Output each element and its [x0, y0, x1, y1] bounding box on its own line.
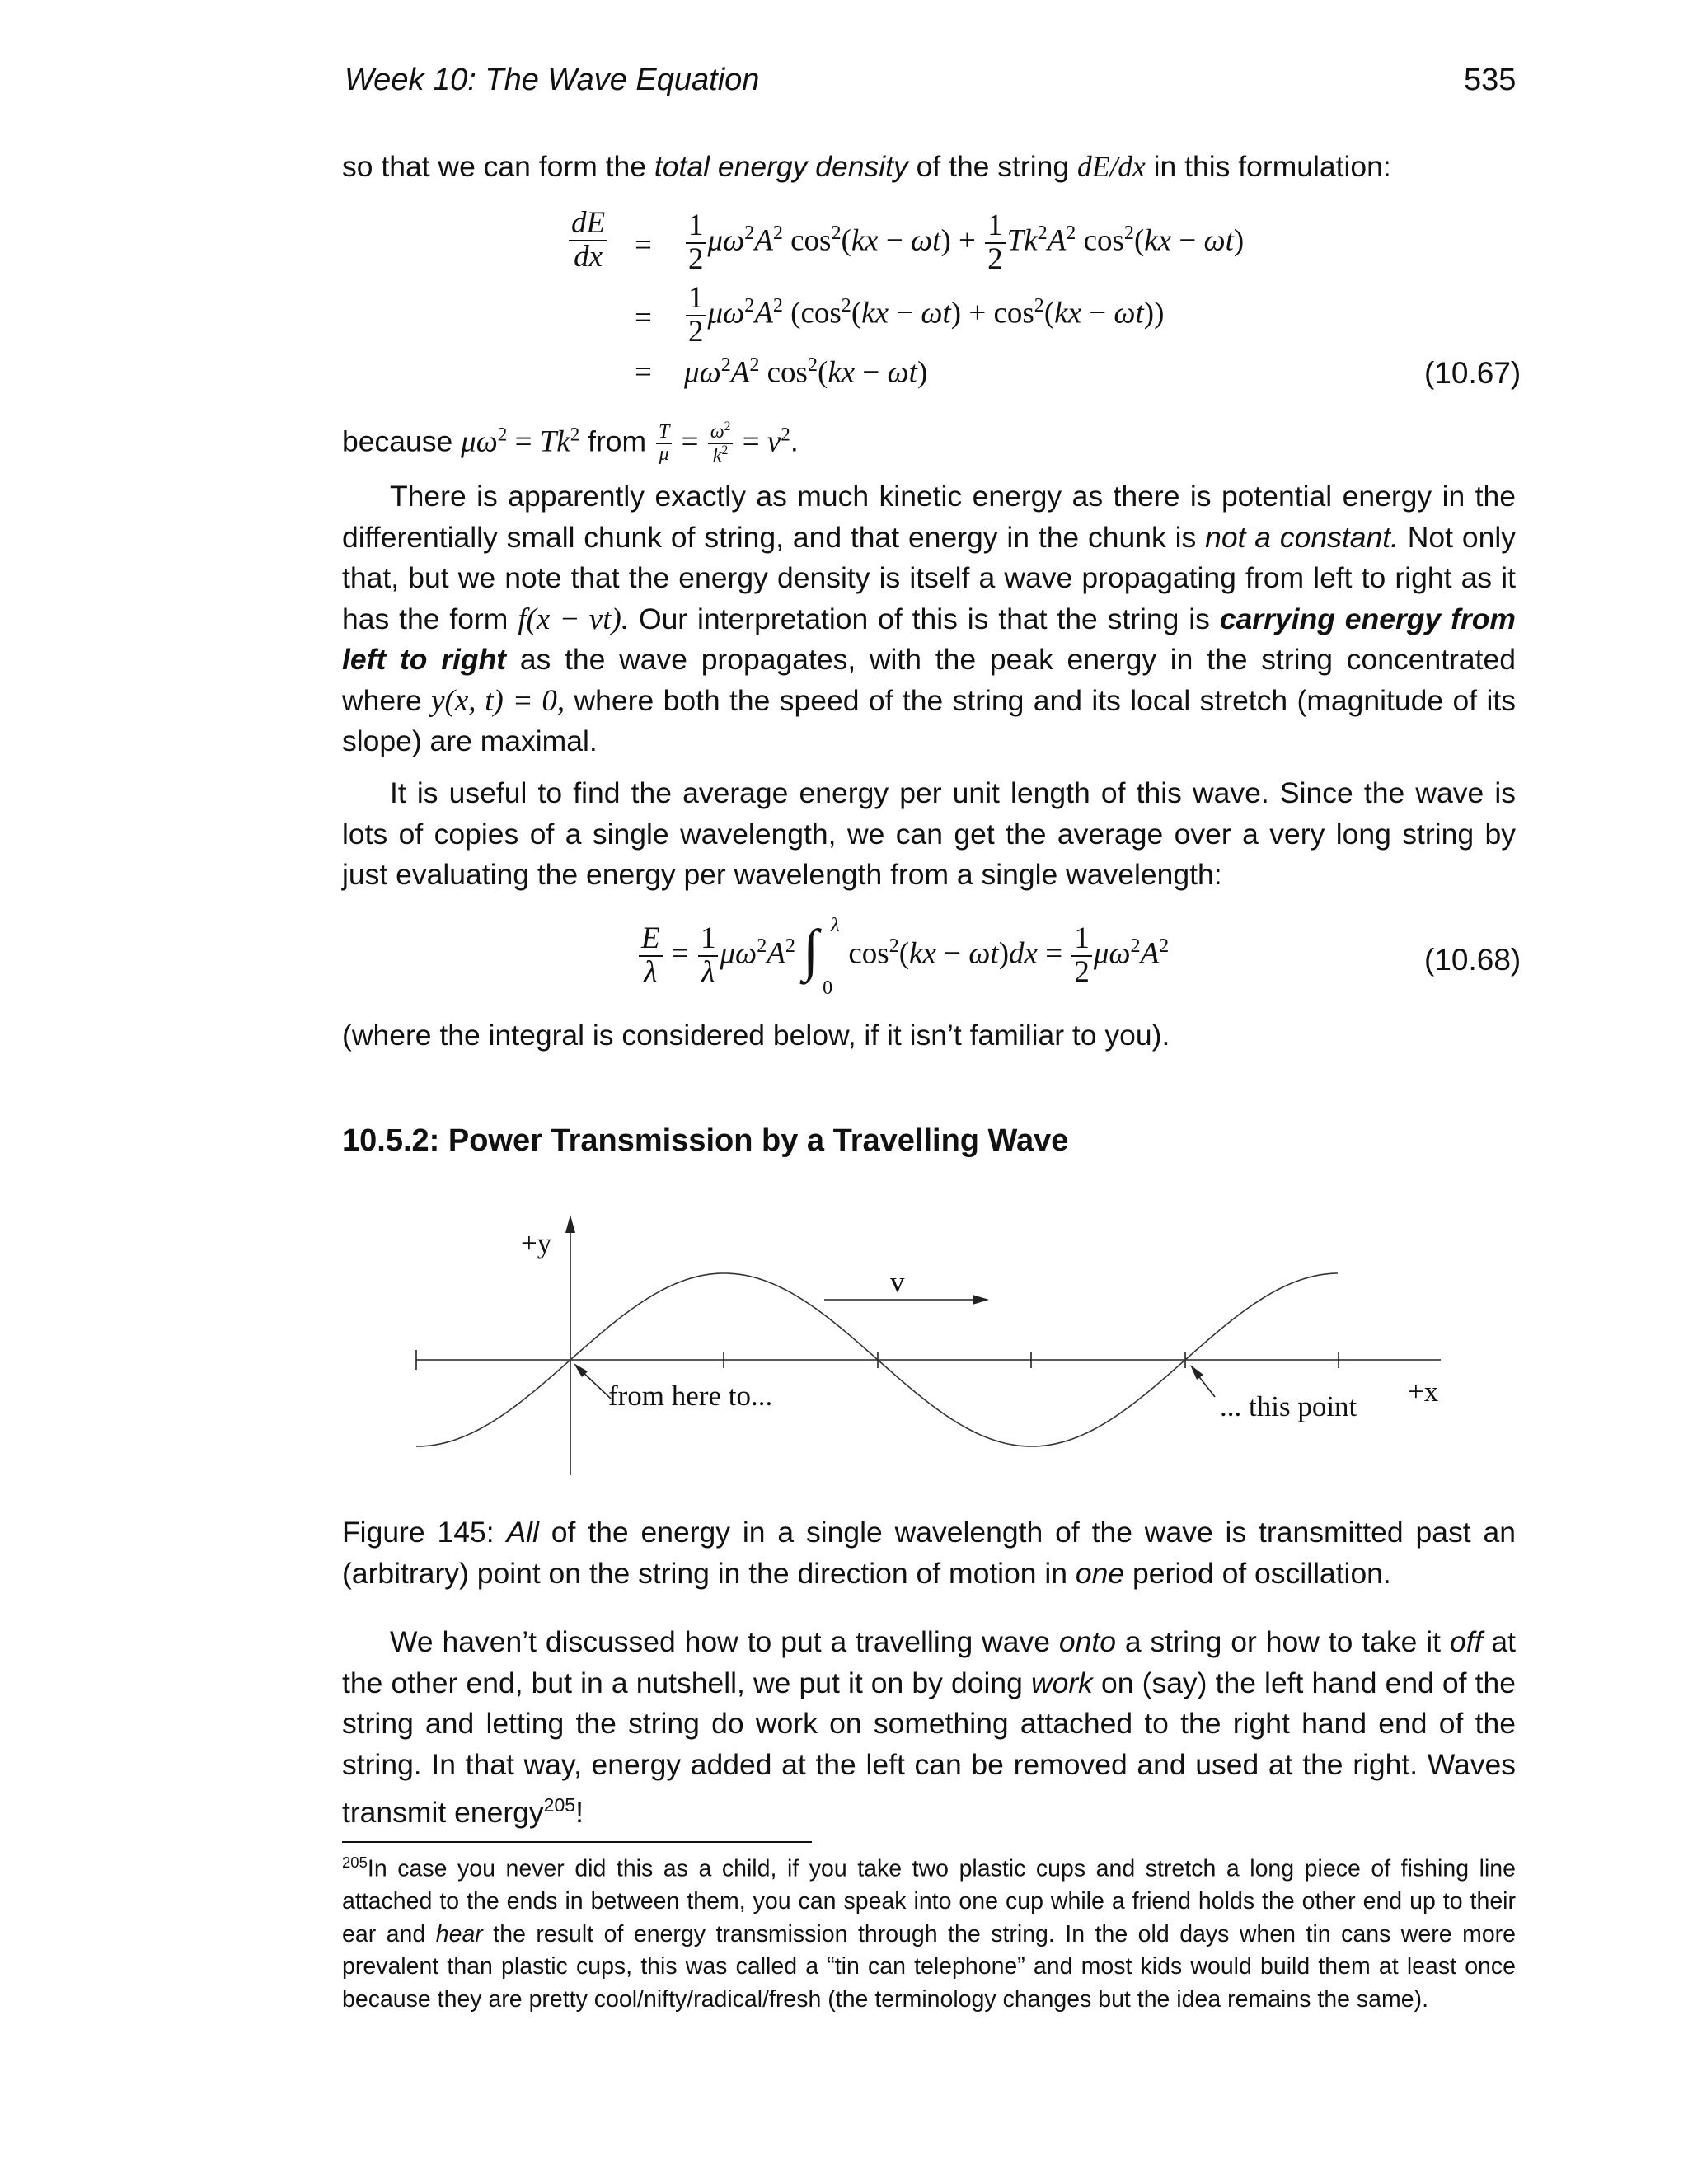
eq68-body: $\frac{E}{\lambda}$ = $\frac{1}{\lambda}$ $\mu\omega^2A^2$ ∫ λ 0 $\cos^2(kx - \omega t)dx$ = $\frac{1}{2}$ $\mu\omega^2A^2$ — [637, 923, 1169, 989]
eq-equals-3: = — [635, 355, 652, 389]
p1-s5: where both the speed of the string and its local stretch (magnitude of its slope) are maximal. — [342, 683, 1516, 757]
caption-mid: of the energy in a single wavelength of the wave is transmitted past an (arbitrary) point on the string in the direction of motion in — [342, 1516, 1516, 1590]
intro-mid: of the string — [916, 150, 1070, 183]
footnote-rule — [342, 1841, 812, 1843]
page-number: 535 — [1464, 63, 1517, 97]
p1-s1: There is apparently exactly as much kinetic energy as there is potential energy in the differentially small chunk of string, and that energy in the chunk is — [342, 480, 1516, 554]
p1-s3: Our interpretation of this is that the string is — [638, 602, 1210, 635]
because-line: because $\mu\omega^2 = Tk^2$ from $\frac{T}{\mu}$ = $\frac{\omega^2}{k^2}$ = $v^2$. — [342, 419, 799, 467]
section-heading: 10.5.2: Power Transmission by a Travelling Wave — [342, 1123, 1069, 1158]
because-from: from — [588, 424, 647, 458]
p3-s2: a string or how to take it — [1124, 1625, 1442, 1658]
footnote — [342, 1846, 1516, 2016]
p3-s4: on (say) the left hand end of the string and letting the string do work on something attached to the right hand end of the string. In that way, energy added at the left can be removed and used at the right. Waves transmit energy — [342, 1666, 1516, 1829]
eq-line-2: $\frac{1}{2}$ $\mu\omega^2A^2$ $(\cos^2(kx - \omega t) + \cos^2(kx - \omega t))$ — [684, 283, 1164, 349]
p3-end: ! — [575, 1795, 584, 1829]
caption-em1: All — [506, 1516, 539, 1549]
intro-tail: in this formulation: — [1153, 150, 1391, 183]
because-word: because — [342, 424, 453, 458]
pointer-right-arrowhead — [1190, 1365, 1203, 1380]
intro-emphasis: total energy density — [654, 150, 908, 183]
running-header-title: Week 10: The Wave Equation — [345, 63, 760, 97]
p3-em2: off — [1449, 1625, 1483, 1658]
p1-s4: as the wave propagates, with the peak energy in the string concentrated where — [342, 643, 1516, 717]
velocity-arrowhead — [973, 1295, 989, 1305]
caption-prefix: Figure 145: — [342, 1516, 495, 1549]
eq-line-1: $\frac{1}{2}$ $\mu\omega^2A^2$ $\cos^2(kx - \omega t)$ + $\frac{1}{2}$ $Tk^2A^2$ $\cos^2(kx - \omega t)$ — [684, 210, 1244, 276]
footnote-reference[interactable]: 205 — [543, 1794, 576, 1816]
p1-s2: Not only that, but we note that the energy density is itself a wave propagating from left to right as it has the form — [342, 520, 1516, 635]
p3-s3: at the other end, but in a nutshell, we put it on by doing — [342, 1625, 1516, 1699]
caption-tail: period of oscillation. — [1132, 1556, 1391, 1590]
paragraph-transmission — [342, 1622, 1516, 1833]
p3-s1: We haven’t discussed how to put a travelling wave — [390, 1625, 1050, 1658]
footnote-s2: the result of energy transmission through the string. In the old days when tin cans were more prevalent than plastic cups, this was called a “tin can telephone” and most kids would build them at least once because they are pretty cool/nifty/radical/fresh (the terminology changes but the idea remains the same). — [342, 1920, 1517, 2013]
p1-math2: y(x, t) = 0, — [431, 683, 565, 718]
eq-line-3: $\mu\omega^2A^2$ $\cos^2(kx - \omega t)$ — [684, 354, 928, 390]
eq-number-10-67: (10.67) — [1424, 356, 1522, 390]
eq-lhs-den: dx — [574, 239, 603, 274]
p3-em1: onto — [1058, 1625, 1116, 1658]
figure-caption — [342, 1512, 1516, 1594]
y-axis-label: +y — [521, 1227, 552, 1259]
y-axis-arrowhead — [565, 1215, 575, 1233]
eq-lhs-num: dE — [569, 208, 607, 241]
paragraph-average-energy: It is useful to find the average energy per unit length of this wave. Since the wave is lots of copies of a single wavelength, we can get the average over a very long string by just evaluating the energy per wavelength from a single wavelength: — [342, 776, 1516, 891]
p1-strong1: carrying energy from left to right — [342, 602, 1516, 676]
from-here-label: from here to... — [608, 1380, 773, 1412]
eq-equals-1: = — [635, 228, 652, 262]
p1-math1: f(x − vt). — [518, 602, 630, 636]
p3-em3: work — [1030, 1666, 1093, 1699]
eq-equals-2: = — [635, 301, 652, 335]
velocity-label: v — [890, 1266, 905, 1298]
footnote-mark: 205 — [342, 1854, 368, 1871]
p1-em1: not a constant. — [1205, 520, 1399, 554]
footnote-s1: In case you never did this as a child, if you take two plastic cups and stretch a long piece of fishing line attached to the ends in between them, you can speak into one cup while a friend holds the other end up to their ear and — [342, 1855, 1516, 1947]
caption-em2: one — [1075, 1556, 1125, 1590]
this-point-label: ... this point — [1220, 1390, 1357, 1422]
eq-number-10-68: (10.68) — [1424, 943, 1522, 977]
intro-math: dE/dx — [1076, 150, 1146, 183]
intro-lead: so that we can form the — [342, 150, 646, 183]
after-equation-note: (where the integral is considered below, if it isn’t familiar to you). — [342, 1019, 1170, 1052]
x-axis-label: +x — [1408, 1376, 1439, 1408]
footnote-em1: hear — [435, 1920, 483, 1947]
